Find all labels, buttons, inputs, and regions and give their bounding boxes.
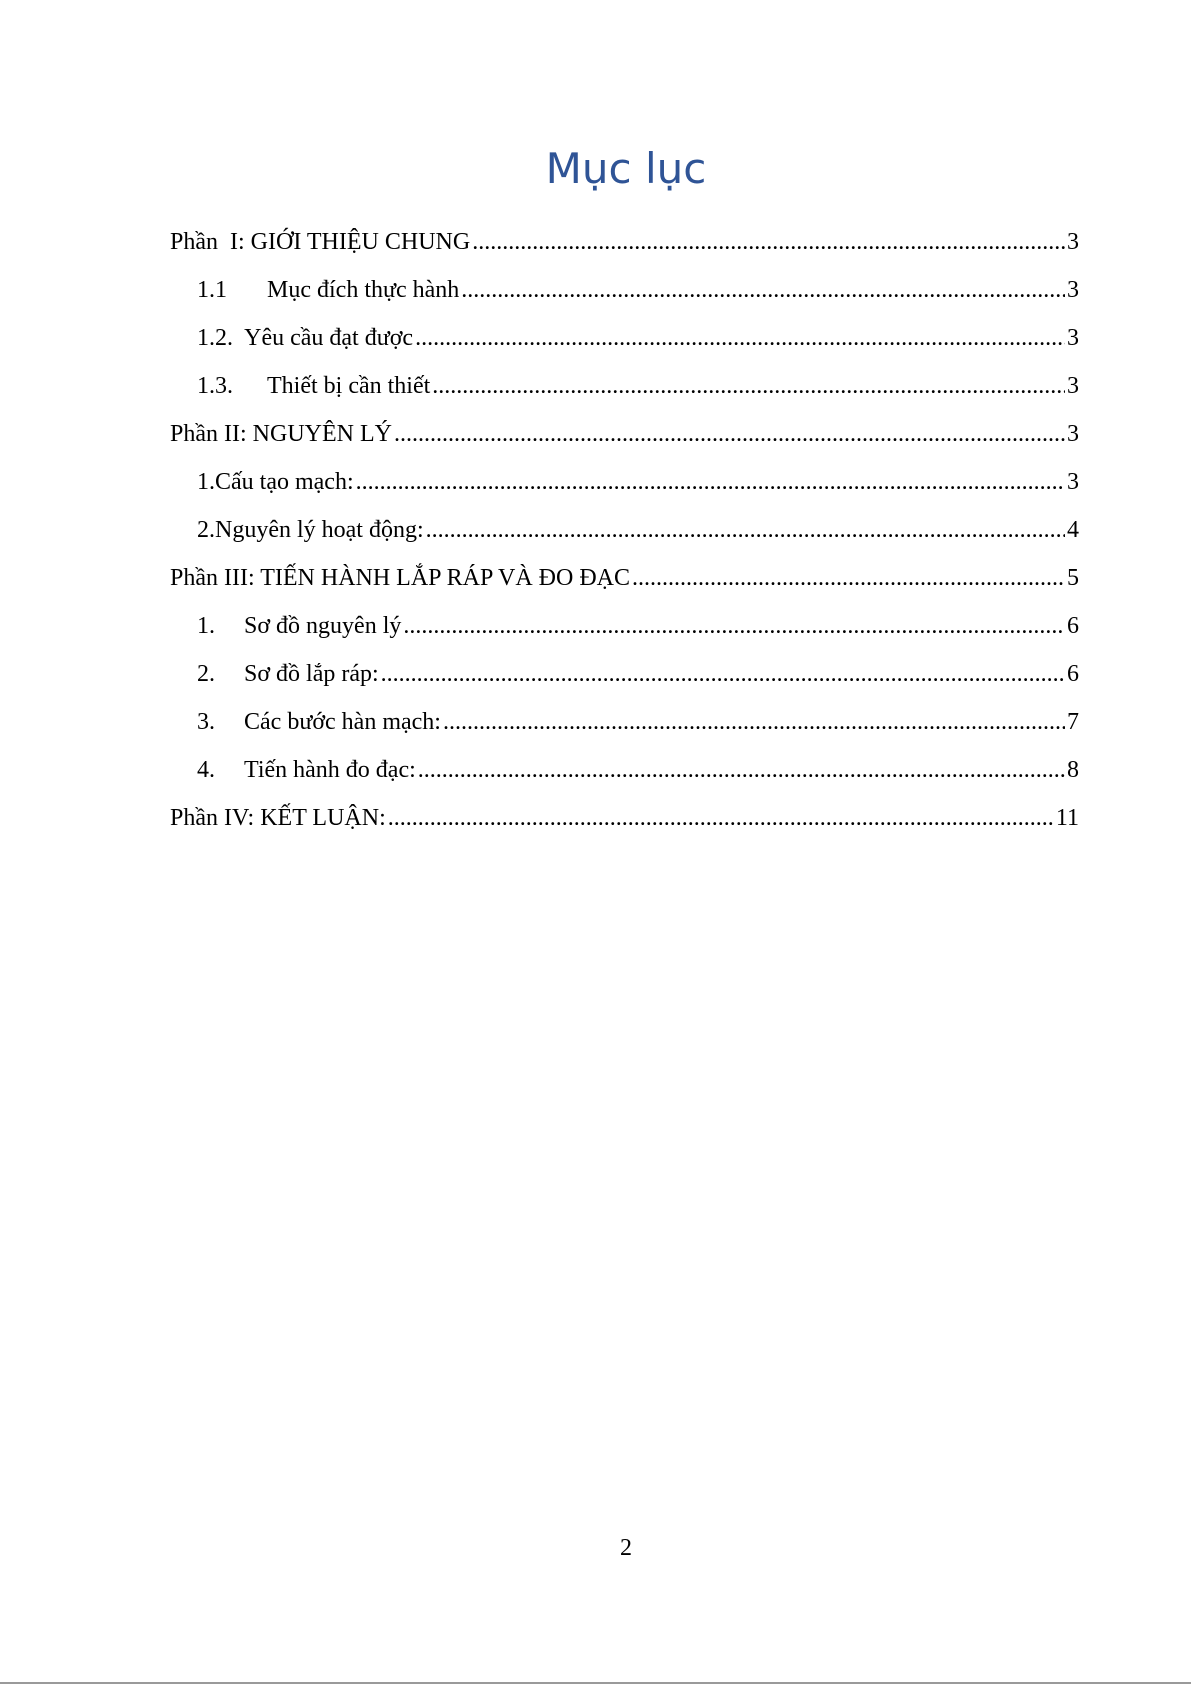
toc-entry-text: Phần II: NGUYÊN LÝ xyxy=(170,421,392,447)
toc-entry-text: Sơ đồ nguyên lý xyxy=(244,613,402,639)
toc-page-number: 3 xyxy=(1067,277,1079,303)
toc-entry-1-3[interactable] xyxy=(170,353,1079,401)
dot-leader xyxy=(394,419,1065,449)
page-number: 2 xyxy=(620,1535,632,1561)
toc-page-number: 3 xyxy=(1067,325,1079,351)
toc-entry-2-1[interactable] xyxy=(170,449,1079,497)
dot-leader xyxy=(356,467,1065,497)
toc-entry-text: Các bước hàn mạch: xyxy=(244,709,441,735)
toc-entry-text: 2.Nguyên lý hoạt động: xyxy=(197,517,424,543)
dot-leader xyxy=(388,803,1054,833)
toc-entry-number: 1.3. xyxy=(197,373,233,399)
toc-page-number: 3 xyxy=(1067,229,1079,255)
dot-leader xyxy=(443,707,1065,737)
dot-leader xyxy=(415,323,1065,353)
toc-page-number: 11 xyxy=(1055,805,1079,831)
toc-page-number: 7 xyxy=(1067,709,1079,735)
toc-entry-2-2[interactable] xyxy=(170,497,1079,545)
toc-entry-3-3[interactable] xyxy=(170,689,1079,737)
toc-entry-text: Phần IV: KẾT LUẬN: xyxy=(170,805,386,831)
toc-page-number: 3 xyxy=(1067,469,1079,495)
toc-entry-number: 1.1 xyxy=(197,277,227,303)
toc-entry-part-4[interactable] xyxy=(170,785,1079,833)
toc-page-number: 6 xyxy=(1067,661,1079,687)
dot-leader xyxy=(418,755,1065,785)
toc-entry-text: Phần I: GIỚI THIỆU CHUNG xyxy=(170,229,471,255)
dot-leader xyxy=(461,275,1065,305)
toc-entry-part-3[interactable] xyxy=(170,545,1079,593)
toc-page-number: 5 xyxy=(1067,565,1079,591)
toc-entry-text: 1.2. Yêu cầu đạt được xyxy=(197,325,414,351)
toc-entry-text: Tiến hành đo đạc: xyxy=(244,757,416,783)
toc-page-number: 6 xyxy=(1067,613,1079,639)
toc-entry-number: 2. xyxy=(197,661,215,687)
dot-leader xyxy=(472,227,1065,257)
toc-entry-3-2[interactable] xyxy=(170,641,1079,689)
dot-leader xyxy=(632,563,1065,593)
toc-entry-3-4[interactable] xyxy=(170,737,1079,785)
toc-entry-text: Sơ đồ lắp ráp: xyxy=(244,661,379,687)
toc-entry-part-1[interactable] xyxy=(170,209,1079,257)
table-of-contents xyxy=(170,209,1079,833)
toc-page-number: 8 xyxy=(1067,757,1079,783)
toc-page-number: 3 xyxy=(1067,373,1079,399)
page-bottom-edge xyxy=(0,1682,1191,1684)
toc-entry-number: 1. xyxy=(197,613,215,639)
dot-leader xyxy=(432,371,1065,401)
toc-entry-1-2[interactable] xyxy=(170,305,1079,353)
toc-title: Mục lục xyxy=(545,144,707,193)
toc-entry-number: 4. xyxy=(197,757,215,783)
toc-entry-1-1[interactable] xyxy=(170,257,1079,305)
toc-entry-number: 3. xyxy=(197,709,215,735)
dot-leader xyxy=(403,611,1065,641)
dot-leader xyxy=(426,515,1065,545)
toc-entry-text: Mục đích thực hành xyxy=(267,277,460,303)
toc-entry-3-1[interactable] xyxy=(170,593,1079,641)
toc-page-number: 4 xyxy=(1067,517,1079,543)
toc-entry-text: Thiết bị cần thiết xyxy=(267,373,431,399)
toc-entry-text: Phần III: TIẾN HÀNH LẮP RÁP VÀ ĐO ĐẠC xyxy=(170,565,630,591)
dot-leader xyxy=(381,659,1065,689)
toc-entry-part-2[interactable] xyxy=(170,401,1079,449)
toc-entry-text: 1.Cấu tạo mạch: xyxy=(197,469,354,495)
toc-page-number: 3 xyxy=(1067,421,1079,447)
